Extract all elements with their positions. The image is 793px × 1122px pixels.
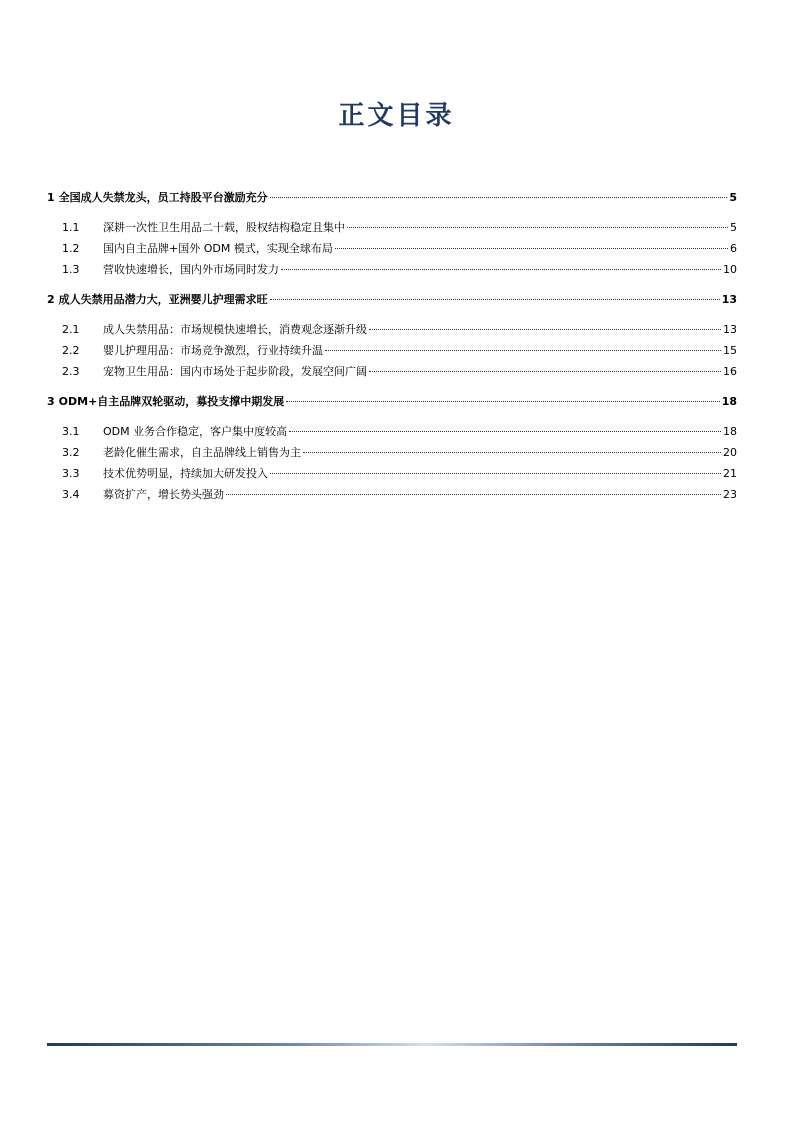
toc-page-number: 13 xyxy=(721,293,737,306)
toc-entry-title: 国内自主品牌+国外 ODM 模式，实现全球布局 xyxy=(103,242,333,255)
toc-entry-title: ODM 业务合作稳定，客户集中度较高 xyxy=(103,425,288,438)
toc-entry-title: 成人失禁用品潜力大，亚洲婴儿护理需求旺 xyxy=(58,293,268,306)
toc-dot-leader xyxy=(270,197,728,198)
toc-entry-2[interactable] xyxy=(47,288,737,311)
toc-entry-title: 宠物卫生用品：国内市场处于起步阶段，发展空间广阔 xyxy=(103,365,367,378)
toc-dot-leader xyxy=(335,248,728,249)
toc-entry-2-1[interactable] xyxy=(47,319,737,340)
toc-entry-number: 3.3 xyxy=(62,467,80,480)
toc-entry-number: 1.1 xyxy=(62,221,80,234)
toc-entry-number: 1.2 xyxy=(62,242,80,255)
toc-dot-leader xyxy=(347,227,728,228)
toc-dot-leader xyxy=(289,431,721,432)
toc-entry-1-3[interactable] xyxy=(47,259,737,280)
footer-divider xyxy=(47,1043,737,1046)
toc-page-number: 20 xyxy=(723,446,737,459)
toc-dot-leader xyxy=(270,299,720,300)
toc-entry-title: ODM+自主品牌双轮驱动，募投支撑中期发展 xyxy=(58,395,285,408)
toc-entry-1[interactable] xyxy=(47,186,737,209)
toc-entry-number: 2.1 xyxy=(62,323,80,336)
toc-page-number: 18 xyxy=(721,395,737,408)
toc-entry-number: 2.2 xyxy=(62,344,80,357)
toc-entry-1-2[interactable] xyxy=(47,238,737,259)
toc-entry-number: 3.2 xyxy=(62,446,80,459)
toc-entry-3-4[interactable] xyxy=(47,484,737,505)
page-title: 正文目录 xyxy=(338,101,455,131)
toc-page-number: 5 xyxy=(730,221,737,234)
toc-dot-leader xyxy=(226,494,721,495)
toc-entry-title: 营收快速增长，国内外市场同时发力 xyxy=(103,263,279,276)
toc-entry-2-2[interactable] xyxy=(47,340,737,361)
toc-dot-leader xyxy=(325,350,721,351)
toc-page-number: 21 xyxy=(723,467,737,480)
toc-entry-number: 2.3 xyxy=(62,365,80,378)
toc-entry-3-3[interactable] xyxy=(47,463,737,484)
toc-page-number: 23 xyxy=(723,488,737,501)
toc-dot-leader xyxy=(369,329,721,330)
toc-entry-number: 3.1 xyxy=(62,425,80,438)
toc-entry-number: 2 xyxy=(47,293,55,306)
toc-dot-leader xyxy=(270,473,721,474)
toc-entry-number: 1 xyxy=(47,191,55,204)
toc-entry-1-1[interactable] xyxy=(47,217,737,238)
toc-entry-title: 成人失禁用品：市场规模快速增长，消费观念逐渐升级 xyxy=(103,323,367,336)
toc-entry-3-1[interactable] xyxy=(47,421,737,442)
toc-page-number: 5 xyxy=(729,191,737,204)
toc-entry-title: 婴儿护理用品：市场竞争激烈，行业持续升温 xyxy=(103,344,323,357)
toc-page-number: 10 xyxy=(723,263,737,276)
toc-entry-3[interactable] xyxy=(47,390,737,413)
table-of-contents xyxy=(47,186,737,505)
toc-page-number: 16 xyxy=(723,365,737,378)
toc-page-number: 18 xyxy=(723,425,737,438)
toc-entry-3-2[interactable] xyxy=(47,442,737,463)
toc-page-number: 15 xyxy=(723,344,737,357)
toc-dot-leader xyxy=(281,269,721,270)
toc-entry-title: 深耕一次性卫生用品二十载，股权结构稳定且集中 xyxy=(103,221,345,234)
toc-page-number: 13 xyxy=(723,323,737,336)
toc-entry-number: 3.4 xyxy=(62,488,80,501)
toc-entry-title: 全国成人失禁龙头，员工持股平台激励充分 xyxy=(58,191,268,204)
toc-dot-leader xyxy=(303,452,721,453)
toc-entry-number: 3 xyxy=(47,395,55,408)
toc-page-number: 6 xyxy=(730,242,737,255)
toc-dot-leader xyxy=(286,401,719,402)
toc-entry-title: 老龄化催生需求，自主品牌线上销售为主 xyxy=(103,446,301,459)
toc-entry-title: 技术优势明显，持续加大研发投入 xyxy=(103,467,268,480)
toc-entry-title: 募资扩产，增长势头强劲 xyxy=(103,488,224,501)
toc-dot-leader xyxy=(369,371,721,372)
toc-entry-number: 1.3 xyxy=(62,263,80,276)
toc-entry-2-3[interactable] xyxy=(47,361,737,382)
